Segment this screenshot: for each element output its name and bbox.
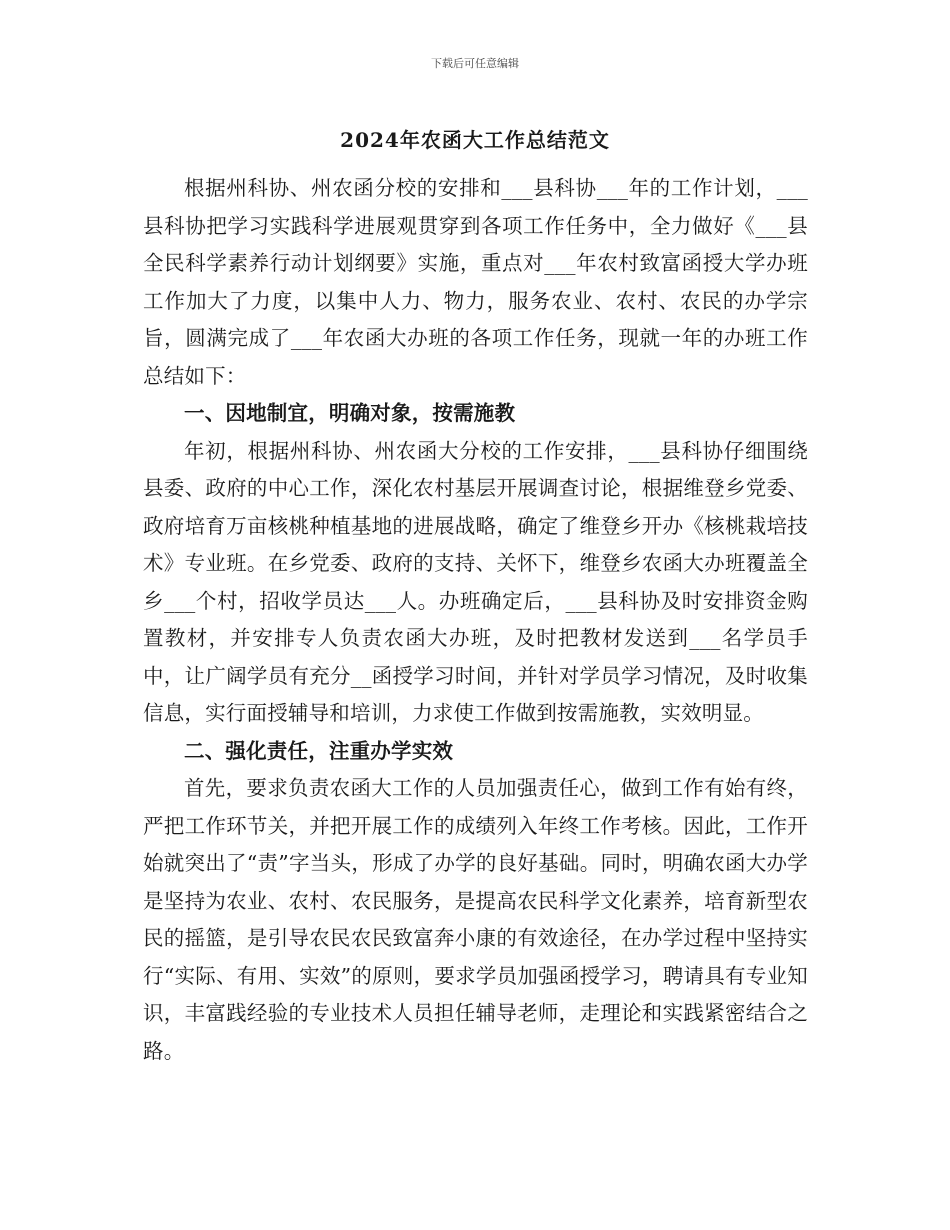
document-body [143, 170, 808, 1070]
section-1-heading: 一、因地制宜，明确对象，按需施教 [184, 401, 516, 425]
document-title: 2024年农函大工作总结范文 [340, 128, 610, 152]
header-note: 下载后可任意编辑 [431, 57, 519, 70]
intro-paragraph: 根据州科协、州农函分校的安排和___县科协___年的工作计划，___县科协把学习实践科学进展观贯穿到各项工作任务中，全力做好《___县全民科学素养行动计划纲要》实施，重点对___年农村致富函授大学办班工作加大了力度，以集中人力、物力，服务农业、农村、农民的办学宗旨，圆满完成了___年农函大办班的各项工作任务，现就一年的办班工作总结如下： [143, 176, 808, 388]
section-1-paragraph: 年初，根据州科协、州农函大分校的工作安排，___县科协仔细围绕县委、政府的中心工作，深化农村基层开展调查讨论，根据维登乡党委、政府培育万亩核桃种植基地的进展战略，确定了维登乡开办《核桃栽培技术》专业班。在乡党委、政府的支持、关怀下，维登乡农函大办班覆盖全乡___个村，招收学员达___人。办班确定后，___县科协及时安排资金购置教材，并安排专人负责农函大办班，及时把教材发送到___名学员手中，让广阔学员有充分__函授学习时间，并针对学员学习情况，及时收集信息，实行面授辅导和培训，力求使工作做到按需施教，实效明显。 [143, 438, 808, 725]
section-2-paragraph: 首先，要求负责农函大工作的人员加强责任心，做到工作有始有终，严把工作环节关，并把开展工作的成绩列入年终工作考核。因此，工作开始就突出了“责”字当头，形成了办学的良好基础。同时，明确农函大办学是坚持为农业、农村、农民服务，是提高农民科学文化素养，培育新型农民的摇篮，是引导农民农民致富奔小康的有效途径，在办学过程中坚持实行“实际、有用、实效”的原则，要求学员加强函授学习，聘请具有专业知识，丰富践经验的专业技术人员担任辅导老师，走理论和实践紧密结合之路。 [143, 776, 808, 1063]
section-2-heading: 二、强化责任，注重办学实效 [184, 738, 454, 763]
